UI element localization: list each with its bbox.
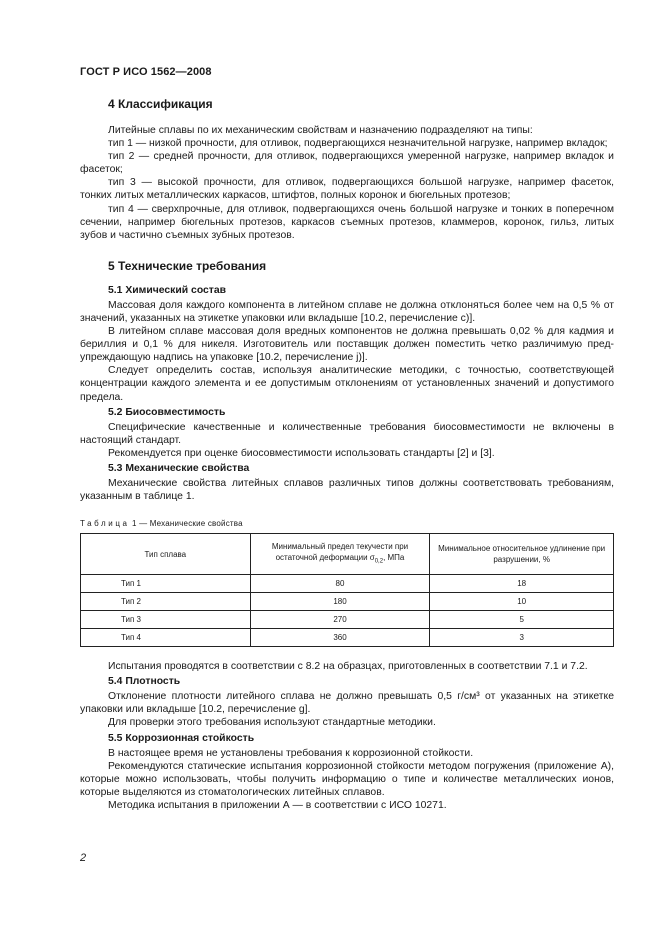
subsection-5-5-title: 5.5 Коррозионная стойкость (108, 732, 255, 744)
paragraph: Литейные сплавы по их механическим свойствам и назначению подразделяют на типы: (108, 125, 533, 136)
subsection-5-2-title: 5.2 Биосовместимость (108, 406, 226, 418)
table-cell: 18 (430, 575, 614, 593)
table-cell: Тип 3 (81, 611, 251, 629)
subsection-5-1-title: 5.1 Химический состав (108, 284, 227, 296)
paragraph: тип 1 — низкой прочности, для отливок, подвергающихся незначительной нагрузке, например вкладок; (108, 138, 608, 150)
table-cell: 270 (250, 611, 430, 629)
table-header-row (81, 534, 614, 575)
section-4-title: 4 Классификация (108, 97, 213, 111)
paragraph: Рекомендуются статические испытания коррозионной стойкости методом погружения (приложение А), которые можно использовать, чтобы получить информацию о типе и количестве металлических ионов, которые выделяются из стоматологических литейных сплавов. (80, 760, 614, 798)
document-header: ГОСТ Р ИСО 1562—2008 (80, 66, 212, 78)
paragraph: Испытания проводятся в соответствии с 8.2 на образцах, приготовленных в соответствии 7.1 и 7.2. (108, 661, 588, 673)
table-caption-word: Таблица (80, 519, 130, 529)
paragraph: Механические свойства литейных сплавов различных типов должны соответствовать требованиям, указанным в таблице 1. (80, 477, 614, 502)
section-5-title: 5 Технические требования (108, 258, 267, 273)
table-cell: 360 (250, 629, 430, 647)
table-cell: Тип 4 (81, 629, 251, 647)
table-row (81, 575, 614, 593)
table-header-cell (250, 534, 430, 575)
table-cell: 10 (430, 593, 614, 611)
table-cell: Тип 2 (81, 593, 251, 611)
table-caption-text: 1 — Механические свойства (132, 519, 243, 529)
paragraph: В литейном сплаве массовая доля вредных компонентов не должна превышать 0,02 % для кадмия и бериллия и 0,1 % для никеля. Изготовитель или поставщик должен поместить четко различимую предупреждающую надпись на упаковке [10.2, перечисление j)]. (80, 326, 614, 364)
table-cell: 180 (250, 593, 430, 611)
paragraph: Отклонение плотности литейного сплава не должно превышать 0,5 г/см³ от указанных на этикетке упаковки или вкладыше [10.2, перечисление g]. (80, 691, 614, 716)
paragraph: Массовая доля каждого компонента в литейном сплаве не должна отклоняться более чем на 0,5 % от значений, указанных на этикетке упаковки или вкладыше [10.2, перечисление с)]. (80, 299, 614, 324)
subsection-5-3-title: 5.3 Механические свойства (108, 462, 250, 474)
table-caption (80, 517, 614, 530)
paragraph: Методика испытания в приложении А — в соответствии с ИСО 10271. (108, 799, 447, 811)
paragraph: тип 3 — высокой прочности, для отливок, подвергающихся большой нагрузке, например фасеток, тонких литых металлических каркасов, штифтов, полных коронок и бюгельных протезов; (80, 177, 614, 202)
paragraph: тип 4 — сверхпрочные, для отливок, подвергающихся очень большой нагрузке и тонких в поперечном сечении, например бюгельных протезов, каркасов съемных протезов, кламмеров, коронок, гильз, литых зубов и частично съемных зубных протезов. (80, 203, 614, 241)
table-cell: Тип 1 (81, 575, 251, 593)
table-header-cell: Минимальное относительное удлинение при разрушении, % (430, 534, 614, 575)
paragraph: Следует определить состав, используя аналитические методики, с точностью, соответствующей концентрации каждого элемента и ее допустимым отклонениям от установленных значений и допустимого предела. (80, 365, 614, 403)
paragraph: В настоящее время не установлены требования к коррозионной стойкости. (108, 747, 474, 759)
table-row (81, 593, 614, 611)
page-number: 2 (80, 852, 87, 864)
table-cell: 5 (430, 611, 614, 629)
table-header-cell: Тип сплава (81, 534, 251, 575)
document-body (80, 94, 614, 812)
yield-strength-header: Минимальный предел текучести при остаточной деформации $\sigma_{0,2}$, МПа (271, 541, 409, 565)
table-cell: 80 (250, 575, 430, 593)
table-row (81, 611, 614, 629)
paragraph: Рекомендуется при оценке биосовместимости использовать стандарты [2] и [3]. (108, 447, 495, 459)
table-cell: 3 (430, 629, 614, 647)
table-row (81, 629, 614, 647)
mechanical-properties-table (80, 533, 614, 647)
paragraph: Для проверки этого требования используют стандартные методики. (108, 717, 436, 729)
paragraph: Специфические качественные и количественные требования биосовместимости не включены в настоящий стандарт. (80, 421, 614, 446)
paragraph: тип 2 — средней прочности, для отливок, подвергающихся умеренной нагрузке, например вкладок и фасеток; (80, 151, 614, 176)
subsection-5-4-title: 5.4 Плотность (108, 676, 181, 688)
